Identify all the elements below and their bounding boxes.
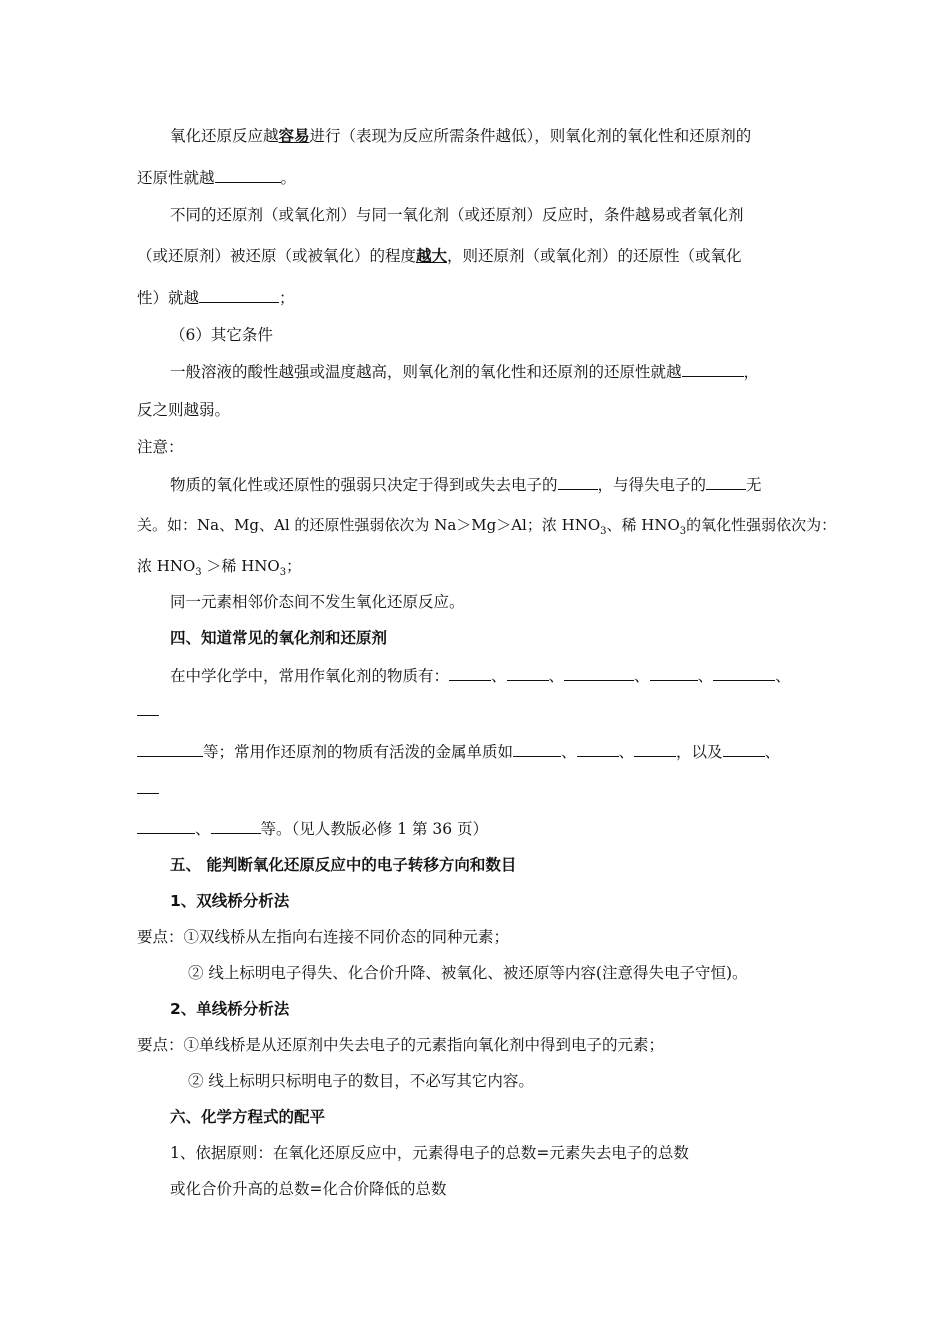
text: 无 <box>746 476 762 494</box>
paragraph-2-line-3 <box>137 287 295 308</box>
text: 1、依据原则：在氧化还原反应中，元素得电子的总数=元素失去电子的总数 <box>170 1144 689 1162</box>
paragraph-1-line-1 <box>170 126 751 146</box>
text: 物质的氧化性或还原性的强弱只决定于得到或失去电子的 <box>170 476 558 494</box>
note-line-2 <box>137 515 836 542</box>
text: 反之则越弱。 <box>137 401 231 419</box>
separator: 、 <box>634 667 650 685</box>
fill-blank[interactable] <box>706 474 746 490</box>
section-4-line-3 <box>137 818 488 839</box>
section-6-title <box>170 1107 325 1127</box>
separator: 、 <box>548 667 565 685</box>
text: 2、单线桥分析法 <box>170 1000 290 1018</box>
text: 的氧化性强弱依次为： <box>686 516 837 534</box>
method-1-point-1 <box>137 927 509 947</box>
text: 、稀 HNO <box>606 516 680 534</box>
text: 1、双线桥分析法 <box>170 892 290 910</box>
text: 六、化学方程式的配平 <box>170 1108 326 1126</box>
text: ，与得失电子的 <box>597 476 707 494</box>
note-label <box>137 437 184 457</box>
fill-blank[interactable] <box>449 665 491 681</box>
text: ； <box>279 289 295 307</box>
separator: 、 <box>561 743 577 761</box>
section-4-wrap-blank-1[interactable] <box>137 700 159 721</box>
paragraph-1-line-2 <box>137 167 296 188</box>
paragraph-3-line-2 <box>137 400 230 420</box>
text: 性）就越 <box>137 289 200 307</box>
text: ② 线上标明电子得失、化合价升降、被氧化、被还原等内容(注意得失电子守恒)。 <box>188 964 748 982</box>
subscript: 3 <box>279 567 287 578</box>
text: 。 <box>280 169 297 187</box>
method-2-point-1 <box>137 1035 664 1055</box>
text: 在中学化学中，常用作氧化剂的物质有： <box>170 667 450 685</box>
paragraph-2-line-1 <box>170 205 744 225</box>
paragraph-3-line-1 <box>170 361 759 382</box>
emphasis-greater: 越大 <box>416 247 448 265</box>
fill-blank[interactable] <box>558 474 598 490</box>
note-line-3 <box>137 556 301 583</box>
method-1-title <box>170 891 289 911</box>
method-2-title <box>170 999 289 1019</box>
text: ，则还原剂（或氧化剂）的还原性（或氧化 <box>447 247 742 265</box>
text: 氧化还原反应越 <box>170 127 279 145</box>
text: （或还原剂）被还原（或被氧化）的程度 <box>137 247 417 265</box>
fill-blank[interactable] <box>723 741 765 757</box>
separator: 、 <box>195 820 211 838</box>
text: 进行（表现为反应所需条件越低），则氧化剂的氧化性和还原剂的 <box>309 127 752 145</box>
section-4-wrap-blank-2[interactable] <box>137 778 159 799</box>
note-line-4 <box>170 592 465 612</box>
fill-blank[interactable] <box>650 665 698 681</box>
text: ② 线上标明只标明电子的数目，不必写其它内容。 <box>188 1072 534 1090</box>
section-6-line-2 <box>170 1179 447 1199</box>
section-4-line-1 <box>170 665 791 686</box>
text: 不同的还原剂（或氧化剂）与同一氧化剂（或还原剂）反应时，条件越易或者氧化剂 <box>170 206 744 224</box>
separator: 、 <box>618 743 635 761</box>
fill-blank[interactable] <box>137 700 159 716</box>
paragraph-2-line-2 <box>137 246 742 266</box>
fill-blank[interactable] <box>199 287 279 303</box>
text: 还原性就越 <box>137 169 215 187</box>
text: 关。如：Na、Mg、Al 的还原性强弱依次为 Na＞Mg＞Al；浓 HNO <box>137 516 601 534</box>
subheading-other-conditions <box>170 325 273 345</box>
text: 注意： <box>137 438 184 456</box>
text: 同一元素相邻价态间不发生氧化还原反应。 <box>170 593 465 611</box>
method-1-point-2 <box>188 963 748 983</box>
fill-blank[interactable] <box>513 741 561 757</box>
text: 一般溶液的酸性越强或温度越高，则氧化剂的氧化性和还原剂的还原性就越 <box>170 363 682 381</box>
text: 五、 能判断氧化还原反应中的电子转移方向和数目 <box>170 856 517 874</box>
fill-blank[interactable] <box>507 665 549 681</box>
text: 要点：①单线桥是从还原剂中失去电子的元素指向氧化剂中得到电子的元素； <box>137 1036 665 1054</box>
fill-blank[interactable] <box>137 818 195 834</box>
text: （6）其它条件 <box>170 326 273 344</box>
fill-blank[interactable] <box>564 665 634 681</box>
fill-blank[interactable] <box>634 741 676 757</box>
text: 要点：①双线桥从左指向右连接不同价态的同种元素； <box>137 928 510 946</box>
section-4-line-2 <box>137 741 780 762</box>
method-2-point-2 <box>188 1071 534 1091</box>
note-line-1 <box>170 474 762 495</box>
subscript: 3 <box>679 526 687 537</box>
subscript: 3 <box>600 526 607 537</box>
text: 等。（见人教版必修 1 第 36 页） <box>260 820 489 838</box>
text: 或化合价升高的总数=化合价降低的总数 <box>170 1180 447 1198</box>
section-6-line-1 <box>170 1143 689 1163</box>
text: ，以及 <box>676 743 723 761</box>
text: 等；常用作还原剂的物质有活泼的金属单质如 <box>203 743 514 761</box>
separator: 、 <box>764 743 781 761</box>
text: ＞稀 HNO <box>201 557 280 575</box>
subscript: 3 <box>195 567 202 578</box>
section-5-title <box>170 855 516 875</box>
fill-blank[interactable] <box>211 818 261 834</box>
fill-blank[interactable] <box>577 741 619 757</box>
fill-blank[interactable] <box>682 361 744 377</box>
text: 浓 HNO <box>137 557 196 575</box>
fill-blank[interactable] <box>137 741 203 757</box>
fill-blank[interactable] <box>713 665 775 681</box>
separator: 、 <box>697 667 714 685</box>
text: ； <box>286 557 302 575</box>
fill-blank[interactable] <box>215 167 281 183</box>
separator: 、 <box>775 667 791 685</box>
emphasis-easy: 容易 <box>278 127 310 145</box>
text: 四、知道常见的氧化剂和还原剂 <box>170 629 388 647</box>
fill-blank[interactable] <box>137 778 159 794</box>
text: ， <box>743 363 760 381</box>
separator: 、 <box>491 667 507 685</box>
section-4-title <box>170 628 387 648</box>
